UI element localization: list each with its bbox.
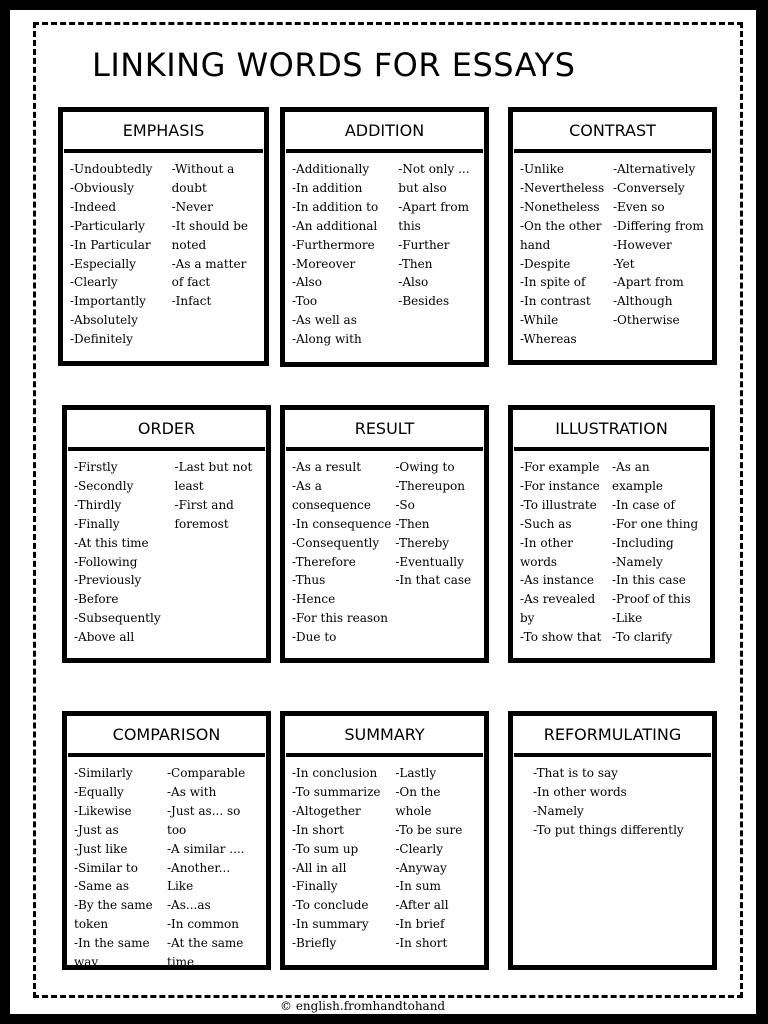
linking-word: -To be sure — [395, 822, 463, 837]
word-column-2 — [175, 458, 260, 647]
linking-word: -Lastly — [395, 766, 437, 780]
linking-word: -For this reason — [292, 611, 388, 626]
linking-word: -As a result — [292, 460, 362, 474]
linking-word: -In short — [292, 822, 345, 837]
word-column-1 — [520, 160, 613, 349]
linking-word: -Apart from — [613, 275, 684, 290]
linking-word: -An additional — [292, 218, 378, 233]
card-reformulating — [508, 711, 717, 970]
linking-word: -Thus — [292, 573, 326, 588]
linking-word: -In the same way — [74, 936, 150, 970]
linking-word: -Namely — [612, 554, 663, 569]
linking-word: -Otherwise — [613, 313, 680, 328]
linking-word: -Despite — [520, 256, 571, 271]
card-order — [62, 405, 271, 663]
linking-word: -In conclusion — [292, 766, 378, 780]
linking-word: -Then — [398, 256, 433, 271]
linking-word: -Although — [613, 294, 673, 309]
linking-word: -Conversely — [613, 180, 685, 195]
card-header: SUMMARY — [286, 716, 483, 757]
word-column-2 — [613, 160, 706, 349]
linking-word: -Infact — [171, 294, 212, 309]
linking-word: -Finally — [74, 516, 120, 531]
linking-word: -Then — [395, 516, 430, 531]
linking-word: -At this time — [74, 535, 149, 550]
linking-word: -Not only ... but also — [398, 162, 470, 195]
linking-word: -Additionally — [292, 162, 370, 176]
linking-word: -Nevertheless — [520, 180, 605, 195]
linking-word: -Also — [292, 275, 322, 290]
linking-word: -As a consequence — [292, 478, 371, 512]
linking-word: -Yet — [613, 256, 635, 271]
linking-word: -Besides — [398, 294, 450, 309]
card-header: COMPARISON — [68, 716, 265, 757]
page-title: LINKING WORDS FOR ESSAYS — [92, 46, 576, 84]
word-column-1 — [74, 764, 167, 972]
linking-word: -Like — [612, 611, 643, 626]
linking-word: -As well as — [292, 313, 357, 328]
linking-word: -In this case — [612, 573, 686, 588]
word-column-2 — [172, 160, 258, 349]
linking-word: -Hence — [292, 592, 336, 607]
linking-word: -However — [613, 237, 672, 252]
linking-word: -In addition to — [292, 199, 379, 214]
linking-word: -After all — [395, 898, 449, 913]
linking-word: -Following — [74, 554, 138, 569]
linking-word: -Importantly — [70, 294, 146, 309]
linking-word: -Briefly — [292, 936, 337, 951]
linking-word: -As instance — [520, 573, 594, 588]
linking-word: -To conclude — [292, 898, 369, 913]
card-comparison — [62, 711, 271, 970]
linking-word: -A similar .... — [167, 841, 245, 856]
linking-word: -In common — [167, 917, 239, 932]
linking-word: -Eventually — [395, 554, 464, 569]
linking-word: -Therefore — [292, 554, 356, 569]
linking-word: -Just as... so too — [167, 803, 241, 837]
linking-word: -Before — [74, 592, 119, 607]
linking-word: -As a matter of fact — [171, 256, 247, 290]
linking-word: -Just like — [74, 841, 128, 856]
card-header: RESULT — [286, 410, 483, 451]
linking-word: -Finally — [292, 879, 338, 894]
linking-word: -Thereupon — [395, 478, 465, 493]
linking-word: -In addition — [292, 180, 363, 195]
linking-word: -To summarize — [292, 784, 381, 799]
word-column-1 — [292, 160, 398, 349]
linking-word: -Obviously — [70, 180, 134, 195]
word-column-1 — [520, 458, 612, 647]
linking-word: -On the whole — [395, 784, 441, 818]
word-column-1 — [74, 458, 175, 647]
linking-word: -On the other hand — [520, 218, 602, 252]
linking-word: -Just as — [74, 822, 119, 837]
card-addition — [280, 107, 489, 367]
linking-word: -As...as — [167, 898, 211, 913]
linking-word: -Due to — [292, 630, 337, 645]
linking-word: -Further — [398, 237, 450, 252]
linking-word: -In spite of — [520, 275, 586, 290]
copyright-footer: © english.fromhandtohand — [280, 999, 446, 1013]
linking-word: -Without a doubt — [171, 162, 235, 195]
linking-word: -All in all — [292, 860, 347, 875]
linking-word: -Clearly — [395, 841, 444, 856]
linking-word: -To put things differently — [533, 822, 684, 837]
linking-word: -Thereby — [395, 535, 450, 550]
word-column-2 — [398, 160, 478, 349]
word-column-2 — [395, 458, 478, 647]
linking-word: -In short — [395, 936, 448, 951]
linking-word: -Equally — [74, 784, 124, 799]
card-summary — [280, 711, 489, 970]
linking-word: -While — [520, 313, 559, 328]
linking-word: -Too — [292, 294, 318, 309]
linking-word: -So — [395, 497, 415, 512]
linking-word: -In sum — [395, 879, 441, 894]
word-column-2 — [612, 458, 704, 647]
linking-word: -For example — [520, 460, 600, 474]
linking-word: -Especially — [70, 256, 136, 271]
card-header: EMPHASIS — [64, 112, 263, 153]
linking-word: -Whereas — [520, 332, 577, 347]
linking-word: -Moreover — [292, 256, 356, 271]
linking-word: -Likewise — [74, 803, 132, 818]
linking-word: -Same as — [74, 879, 130, 894]
linking-word: -It should be noted — [171, 218, 249, 252]
linking-word: -Never — [171, 199, 213, 214]
card-contrast — [508, 107, 717, 365]
linking-word: -In Particular — [70, 237, 151, 252]
linking-word: -First and foremost — [174, 497, 234, 531]
linking-word: -Namely — [533, 803, 584, 818]
worksheet-page — [10, 10, 756, 1014]
word-column-1 — [292, 764, 395, 953]
linking-word: -That is to say — [533, 766, 618, 780]
linking-word: -In case of — [612, 497, 675, 512]
word-column-1 — [292, 458, 395, 647]
card-header: ILLUSTRATION — [514, 410, 709, 451]
linking-word: -Such as — [520, 516, 572, 531]
linking-word: -By the same token — [74, 898, 153, 932]
card-header: ORDER — [68, 410, 265, 451]
word-column-1 — [70, 160, 172, 349]
linking-word: -Previously — [74, 573, 142, 588]
word-column-2 — [395, 764, 478, 953]
linking-word: -At the same time — [167, 936, 244, 970]
linking-word: -Consequently — [292, 535, 380, 550]
linking-word: -Similar to — [74, 860, 138, 875]
card-emphasis — [58, 107, 269, 366]
linking-word: -Differing from — [613, 218, 704, 233]
linking-word: -As with — [167, 784, 217, 799]
linking-word: -Owing to — [395, 460, 455, 474]
linking-word: -Unlike — [520, 162, 564, 176]
linking-word: -As revealed by — [520, 592, 596, 626]
linking-word: -To sum up — [292, 841, 359, 856]
linking-word: -To clarify — [612, 630, 673, 645]
linking-word: -Even so — [613, 199, 665, 214]
linking-word: -Also — [398, 275, 429, 290]
linking-word: -Firstly — [74, 460, 118, 474]
card-header: REFORMULATING — [514, 716, 711, 757]
linking-word: -Above all — [74, 630, 135, 645]
linking-word: -Indeed — [70, 199, 117, 214]
linking-word: -Particularly — [70, 218, 145, 233]
linking-word: -Secondly — [74, 478, 134, 493]
card-header: CONTRAST — [514, 112, 711, 153]
linking-word: -Including — [612, 535, 674, 550]
linking-word: -For instance — [520, 478, 600, 493]
linking-word: -In consequence — [292, 516, 392, 531]
linking-word: -As an example — [612, 460, 664, 493]
linking-word: -Nonetheless — [520, 199, 600, 214]
linking-word: -For one thing — [612, 516, 699, 531]
linking-word: -Last but not least — [174, 460, 253, 493]
linking-word: -In other words — [533, 784, 627, 799]
linking-word: -In that case — [395, 573, 472, 588]
linking-word: -Proof of this — [612, 592, 691, 607]
linking-word: -Comparable — [167, 766, 246, 780]
linking-word: -Clearly — [70, 275, 118, 290]
linking-word: -In other words — [520, 535, 573, 569]
card-illustration — [508, 405, 715, 663]
linking-word: -In brief — [395, 917, 445, 932]
linking-word: -Definitely — [70, 332, 133, 347]
linking-word: -Thirdly — [74, 497, 122, 512]
linking-word: -Another... Like — [167, 860, 231, 894]
linking-word: -Absolutely — [70, 313, 138, 328]
linking-word: -Apart from this — [398, 199, 469, 233]
linking-word: -Furthermore — [292, 237, 375, 252]
linking-word: -Along with — [292, 332, 362, 347]
card-result — [280, 405, 489, 663]
linking-word: -Altogether — [292, 803, 361, 818]
linking-word: -Alternatively — [613, 162, 696, 176]
card-header: ADDITION — [286, 112, 483, 153]
linking-word: -In summary — [292, 917, 369, 932]
word-column-1 — [533, 764, 706, 840]
linking-word: -Anyway — [395, 860, 447, 875]
linking-word: -To show that — [520, 630, 602, 645]
linking-word: -Similarly — [74, 766, 133, 780]
word-column-2 — [167, 764, 260, 972]
linking-word: -To illustrate — [520, 497, 597, 512]
linking-word: -Subsequently — [74, 611, 161, 626]
linking-word: -In contrast — [520, 294, 591, 309]
linking-word: -Undoubtedly — [70, 162, 153, 176]
